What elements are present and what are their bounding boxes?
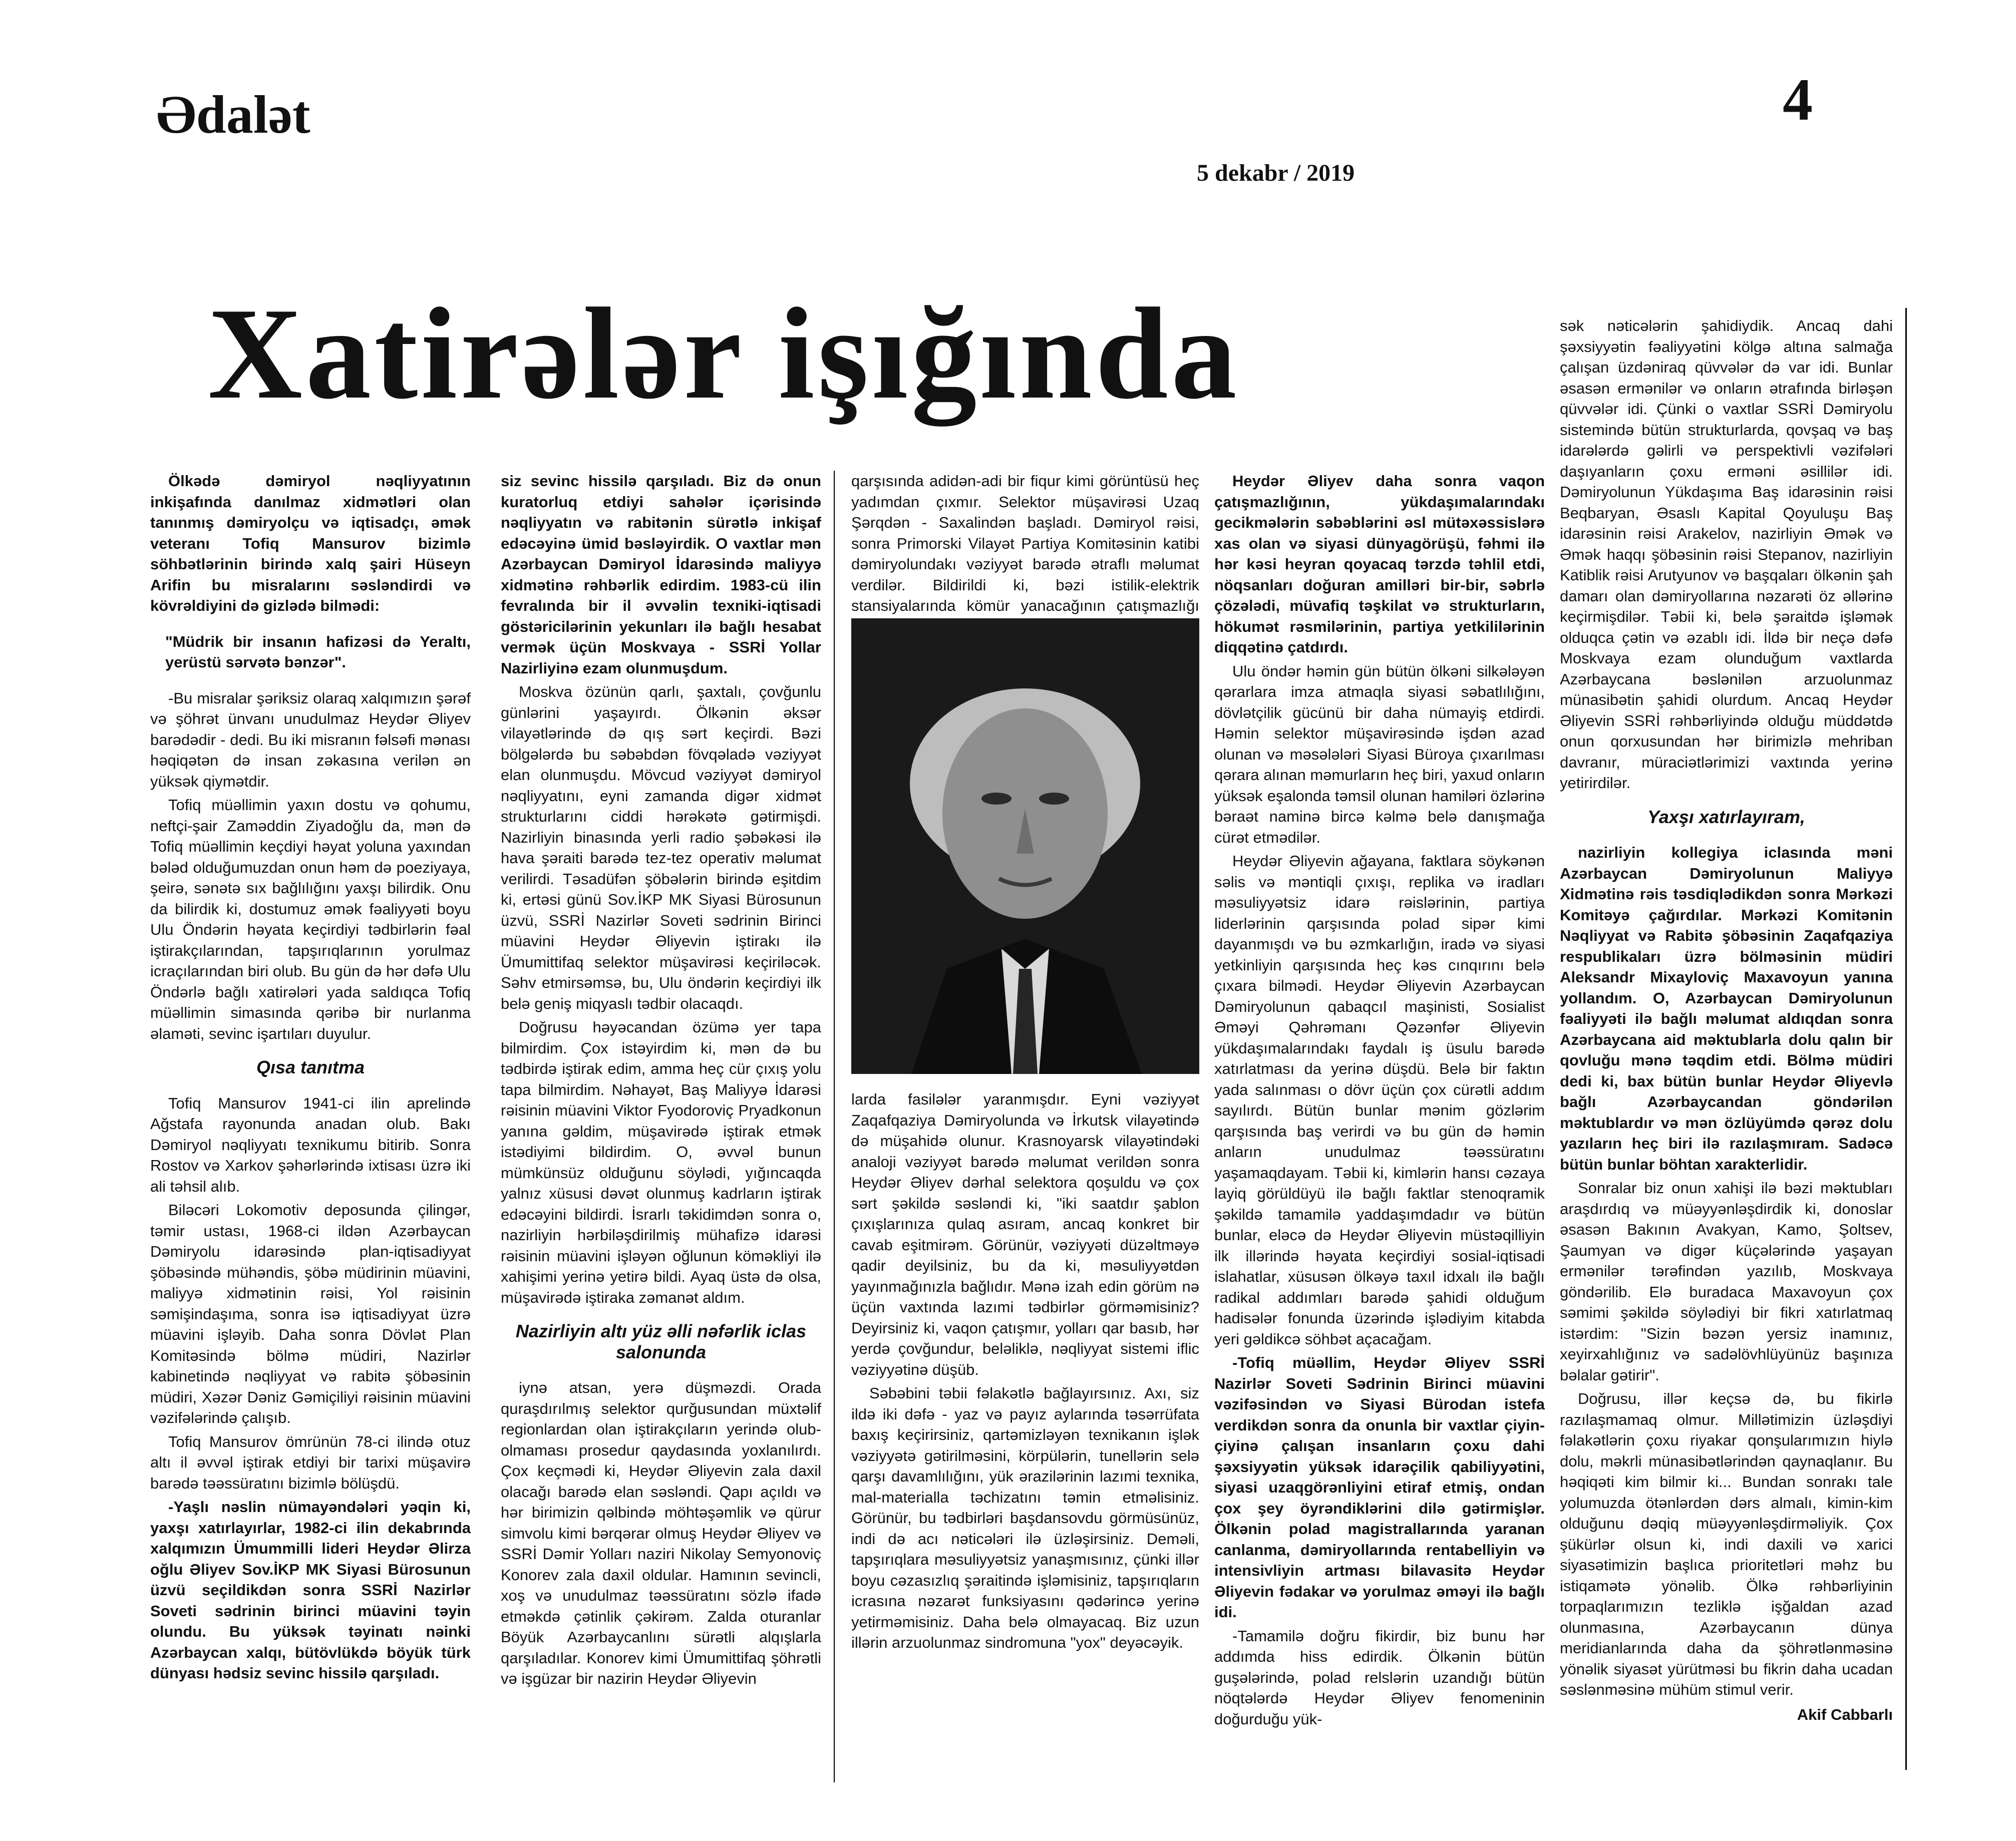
paragraph: Biləcəri Lokomotiv deposunda çilingər, təmir ustası, 1968-ci ildən Azərbaycan Dəmiryolu idarəsində plan-iqtisadiyyat şöbəsində mühəndis, şöbə müdirinin müavini, maliyyə xidmətinin rəisi, Yol rəisinin səmişindaşıma, sonra isə iqtisadiyyat üzrə müavini işləyib. Daha sonra Dövlət Plan Komitəsində bölmə müdiri, Nazirlər kabinetində nəqliyyat və rabitə şöbəsinin müdiri, Xəzər Dəniz Gəmiçiliyi rəisinin müavini vəzifələrində çalışıb. xyxy=(150,1201,471,1426)
subheading-hall: Nazirliyin altı yüz əlli nəfərlik iclas salonunda xyxy=(515,1321,807,1362)
portrait-illustration xyxy=(851,618,1199,1074)
subheading-remember: Yaxşı xatırlayıram, xyxy=(1647,806,1805,827)
paragraph: Ulu öndər həmin gün bütün ölkəni silkələyən qərarlara imza atmaqla siyasi səbatlılığını, dövlətçilik gücünü bir daha nümayiş etdirdi. Həmin selektor müşavirəsində işdən azad olunan və məsələləri Siyasi Büroya çıxarılması qərara alınan məmurların heç biri, yaxud onların yüksək eşalonda təmsil olunan hamiləri özlərinə bəraət naminə bircə kəlmə belə danışmağa cürət etmədilər. xyxy=(1214,662,1545,846)
paragraph: Heydər Əliyevin ağayana, faktlara söykənən səlis və məntiqli çıxışı, replika və iradları məsuliyyətsiz idarə rəislərinin, partiya liderlərinin qarşısında polad sipər kimi dayanmışdı və bu əzmkarlığın, iradə və siyasi yetkinliyin qarşısında heç kəs cınqırını belə çıxara bilmədi. Heydər Əliyevin Azərbaycan Dəmiryolunun qabaqcıl maşinisti, Sosialist Əməyi Qəhrəmanı Qəzənfər Əliyevin yükdaşımalarındakı faydalı iş üsulu barədə xatırlatması da yerinə düşdü. Belə bir faktın yada salınması o dövr üçün çox cürətli addım sayılırdı. Bütün bunlar mənim gözlərim qarşısında baş verirdi və bu gün də həmin anların unudulmaz təəssüratını yaşamaqdayam. Təbii ki, kimlərin hansı cəzaya layiq görüldüyü ilə bağlı faktlar stenoqramik şəkildə tamamilə yaddaşımdadır və bütün bunlar, eləcə də Heydər Əliyevin müstəqilliyin ilk illərində həyata keçirdiyi sosial-iqtisadi islahatlar, xüsusən ölkəyə taxıl idxalı ilə bağlı radikal addımları barədə şahidi olduğum hadisələr fonunda üzərində işlədiyim kitabda yeri gəldikcə söhbət açacağam. xyxy=(1214,852,1545,1348)
paragraph: larda fasilələr yaranmışdır. Eyni vəziyyət Zaqafqaziya Dəmiryolunda və İrkutsk vilayətində də müşahidə olunur. Krasnoyarsk vilayətindəki analoji vəziyyət barədə məlumat verildən sonra Heydər Əliyev dərhal selektora qoşuldu və çox sərt şəkildə səsləndi ki, "iki saatdır şablon çıxışlarınıza qulaq asıram, ancaq konkret bir cavab eşitmirəm. Görünür, vəziyyəti düzəltməyə qadir deyilsiniz, bu da ki, məsuliyyətdən yayınmağınızla bağlıdır. Mənə izah edin görüm nə üçün vaxtında lazımi tədbirlər görməmisiniz? Deyirsiniz ki, vaqon çatışmır, yolları qar basıb, hər yerdə çovğundur, beləliklə, nəqliyyat sistemi iflic vəziyyətinə düşüb. xyxy=(851,1090,1199,1378)
article-column-2 xyxy=(501,471,821,1787)
column-divider xyxy=(834,471,835,1782)
paragraph: Sonralar biz onun xahişi ilə bəzi məktubları araşdırdıq və müəyyənləşdirdik ki, donoslar əsasən Bakının Avakyan, Kamo, Şoltsev, Şaumyan və digər küçələrində yaşayan ermənilər tərəfindən yazılıb, Moskvaya göndərilib. Elə buradaca Maxavoyun çox səmimi şəkildə söylədiyi bir fikri xatırlatmaq istərdim: "Sizin bəzən yersiz inamınız, xeyirxahlığınız və sadəlövhlüyünüz başınıza bəlalar gətirir". xyxy=(1560,1179,1893,1384)
paragraph: Moskva özünün qarlı, şaxtalı, çovğunlu günlərini yaşayırdı. Ölkənin əksər vilayətlərində də qış sərt keçirdi. Bəzi bölgələrdə bu səbəbdən fövqəladə vəziyyət elan olunmuşdu. Mövcud vəziyyət dəmiryol nəqliyyatını, eyni zamanda digər xidmət strukturlarını ciddi hərəkətə gətirmişdi. Nazirliyin binasında yerli radio şəbəkəsi ilə hava şəraiti barədə tez-tez operativ məlumat verilirdi. Təsadüfən şöbələrin birində eşitdim ki, ertəsi günü Sov.İKP MK Siyasi Bürosunun üzvü, SSRİ Nazirlər Soveti sədrinin Birinci müavini Heydər Əliyevin iştirakı ilə Ümumittifaq selektor müşavirəsi keçiriləcək. Səhv etmirsəmsə, bu, Ulu öndərin keçirdiyi ilk belə geniş miqyaslı tədbir olacaqdı. xyxy=(501,683,821,1012)
paragraph-bold: siz sevinc hissilə qarşıladı. Biz də onun kuratorluq etdiyi sahələr içərisində nəqliyyatın və rabitənin sürətlə inkişaf edəcəyinə ümid bəsləyirdik. O vaxtlar mən Azərbaycan Dəmiryol İdarəsində maliyyə xidmətinə rəhbərlik edirdim. 1983-cü ilin fevralında bir il əvvəlin texniki-iqtisadi göstəricilərinin yekunları ilə bağlı hesabat vermək üçün Moskvaya - SSRİ Yollar Nazirliyinə ezam olunmuşdum. xyxy=(501,472,821,677)
article-column-5 xyxy=(1560,315,1893,1792)
paragraph: -Tamamilə doğru fikirdir, biz bunu hər addımda hiss edirdik. Ölkənin bütün guşələrində, polad relslərin uzandığı bütün nöqtələrdə Heydər Əliyev fenomeninin doğurduğu yük- xyxy=(1214,1627,1545,1728)
article-headline: Xatirələr işığında xyxy=(208,281,1240,426)
paragraph: Tofiq Mansurov 1941-ci ilin aprelində Ağstafa rayonunda anadan olub. Bakı Dəmiryol nəqliyyatı texnikumu bitirib. Sonra Rostov və Xarkov şəhərlərində ixtisası üzrə iki ali təhsil alıb. xyxy=(150,1094,471,1195)
subheading-short-intro: Qısa tanıtma xyxy=(256,1057,365,1077)
paragraph: sək nəticələrin şahidiydik. Ancaq dahi şəxsiyyətin fəaliyyətini kölgə altına salmağa çalışan üzdəniraq qüvvələr də var idi. Bunlar əsasən ermənilər və onların ətrafında birləşən qüvvələr idi. Çünki o vaxtlar SSRİ Dəmiryolu sistemində bütün strukturlarda, qovşaq və baş idarələrdə gəlirli və perspektivli vəzifələri daşıyanların çoxu erməni əsillilər idi. Dəmiryolunun Yükdaşıma Baş idarəsinin rəisi Beqbaryan, Əsaslı Kapital Qoyuluşu Baş idarəsinin rəisi Arakelov, nazirliyin Əmək və Əmək haqqı şöbəsinin rəisi Stepanov, nazirliyin Katiblik rəisi Arutyunov və başqaları ölkənin şah damarı olan dəmiryollarına nəzarəti öz əllərinə keçirmişdilər. Təbii ki, belə şəraitdə işləmək olduqca çətin və əzablı idi. İldə bir neçə dəfə Moskvaya ezam olunduğum vaxtlarda Azərbaycana bəslənilən arzuolunmaz münasibətin şahidi olurdum. Ancaq Heydər Əliyevin SSRİ rəhbərliyində olduğu müddətdə onun qorxusundan hər birimizlə mehriban davranır, müraciətlərimizi vaxtında yerinə yetirirdilər. xyxy=(1560,317,1893,792)
paragraph: Tofiq Mansurov ömrünün 78-ci ilində otuz altı il əvvəl iştirak etdiyi bir tarixi müşavirə barədə təəssüratını bizimlə bölüşdü. xyxy=(150,1432,471,1492)
page-number: 4 xyxy=(1783,66,1813,133)
paragraph-bold: -Yaşlı nəslin nümayəndələri yəqin ki, yaxşı xatırlayırlar, 1982-ci ilin dekabrında xalqımızın Ümummilli lideri Heydər Əlirza oğlu Əliyev Sov.İKP MK Siyasi Bürosunun üzvü seçildikdən sonra SSRİ Nazirlər Soveti sədrinin birinci müavini təyin olundu. Bu yüksək təyinatı nəinki Azərbaycan xalqı, bütövlükdə böyük türk dünyası hədsiz sevinc hissilə qarşıladı. xyxy=(150,1498,471,1682)
author-signature: Akif Cabbarlı xyxy=(1797,1705,1893,1723)
issue-date: 5 dekabr / 2019 xyxy=(1197,160,1355,186)
paragraph: Tofiq müəllimin yaxın dostu və qohumu, neftçi-şair Zaməddin Ziyadoğlu da, mən də Tofiq müəllimin keçdiyi həyat yoluna yaxından bələd olduğumuzdan onun həm də poeziyaya, şeirə, sənətə sıx bağlılığını yaxşı bilirdik. Onu da bilirdik ki, dostumuz əmək fəaliyyəti boyu Ulu Öndərin həyata keçirdiyi tədbirlərin fəal iştirakçılarından, tapşırıqlarının yorulmaz icraçılarından biri olub. Bu gün də hər dəfə Ulu Öndərlə bağlı xatirələri yada saldıqca Tofiq müəllimin simasında qəribə bir nurlanma əlaməti, sevinc işartıları duyulur. xyxy=(150,796,471,1042)
interview-question: -Tofiq müəllim, Heydər Əliyev SSRİ Nazirlər Soveti Sədrinin Birinci müavini vəzifəsindən və Siyasi Bürodan istefa verdikdən sonra da onunla bir vaxtlar çiyin-çiyinə çalışan insanların çoxu dahi şəxsiyyətin yüksək idarəçilik qabiliyyətini, siyasi uzaqgörənliyini etiraf etmiş, ondan çox şey öyrəndiklərini dilə gətirmişlər. Ölkənin polad magistrallarında yaranan canlanma, dəmiryollarında rentabelliyin və intensivliyin artması bilavasitə Heydər Əliyevin fədakar və yorulmaz əməyi ilə bağlı idi. xyxy=(1214,1354,1545,1621)
article-column-3-bottom xyxy=(851,1089,1199,1787)
column-divider xyxy=(1905,308,1907,1770)
paragraph: Səbəbini təbii fəlakətlə bağlayırsınız. Axı, siz ildə iki dəfə - yaz və payız aylarında təsərrüfata baxış keçirirsiniz, qartəmizləyən texnikanın işlək vəziyyətə gətirilməsini, körpülərin, tunellərin selə qarşı davamlılığını, yük ərazilərinin lazımi texnika, mal-materialla təchizatını təmin etməlisiniz. Görünür, bu tədbirləri başdansovdu görmüsünüz, indi də acı nəticələri ilə üzləşirsiniz. Deməli, tapşırıqlara məsuliyyətsiz yanaşmısınız, çünki illər boyu cəzasızlıq şəraitində işləmisiniz, tapşırıqların icrasına nəzarət funksiyasını qədərincə yerinə yetirməmisiniz. Daha belə olmayacaq. Biz uzun illərin arzuolunmaz sindromuna "yox" deyəcəyik. xyxy=(851,1384,1199,1651)
article-intro: Ölkədə dəmiryol nəqliyyatının inkişafında danılmaz xidmətləri olan tanınmış dəmiryolçu və iqtisadçı, əmək veteranı Tofiq Mansurov bizimlə söhbətlərinin birində xalq şairi Hüseyn Arifin bu misralarını səsləndirdi və kövrəldiyini də gizlədə bilmədi: xyxy=(150,472,471,614)
newspaper-masthead: Ədalət xyxy=(156,85,310,145)
article-column-1 xyxy=(150,471,471,1787)
paragraph: -Bu misralar şəriksiz olaraq xalqımızın şərəf və şöhrət ünvanı unudulmaz Heydər Əliyev barədədir - dedi. Bu iki misranın fəlsəfi mənası həqiqətən də insan zəkasına verilən ən yüksək qiymətdir. xyxy=(150,689,471,790)
paragraph: qarşısında adidən-adi bir fiqur kimi görüntüsü heç yadımdan çıxmır. Selektor müşavirəsi Uzaq Şərqdən - Saxalindən başladı. Dəmiryol rəisi, sonra Primorski Vilayət Partiya Komitəsinin katibi dəmiryolundakı vəziyyət barədə ətraflı məlumat verdilər. Bildirildi ki, bəzi istilik-elektrik stansiyalarında kömür yanacağının çatışmazlığı xyxy=(851,472,1199,614)
article-column-4 xyxy=(1214,471,1545,1787)
poem-quote: "Müdrik bir insanın hafizəsi də Yeraltı, yerüstü sərvətə bənzər". xyxy=(165,632,471,671)
paragraph-bold: nazirliyin kollegiya iclasında məni Azərbaycan Dəmiryolunun Maliyyə Xidmətinə rəis təsdiqlədikdən sonra Mərkəzi Komitəyə çağırdılar. Mərkəzi Komitənin Nəqliyyat və Rabitə şöbəsinin Zaqafqaziya respublikaları üzrə bölməsinin müdiri Aleksandr Mixayloviç Maxavoyun yanına yollandım. O, Azərbaycan Dəmiryolunun fəaliyyəti ilə bağlı məlumat aldıqdan sonra Azərbaycana aid məktublarla dolu qalın bir qovluğu mənə təqdim etdi. Bölmə müdiri dedi ki, bax bütün bunlar Heydər Əliyevlə bağlı Azərbaycandan göndərilən məktublardır və mən özlüyümdə qərəz dolu yazıların heç biri ilə razılaşmıram. Sadəcə bütün bunlar böhtan xarakterlidir. xyxy=(1560,844,1893,1173)
article-column-3-top xyxy=(851,471,1199,616)
paragraph-bold: Heydər Əliyev daha sonra vaqon çatışmazlığının, yükdaşımalarındakı gecikmələrin səbəblərini əsl mütəxəssislərə xas olan və siyasi dünyagörüşü, fəhmi ilə hər kəsi heyran qoyacaq tərzdə təhlil etdi, nöqsanları doğuran amilləri bir-bir, səbrlə çözələdi, müvafiq təşkilat və strukturların, hökumət rəsmilərinin, partiya yetkililərinin diqqətinə çatdırdı. xyxy=(1214,472,1545,656)
portrait-photo xyxy=(851,618,1199,1074)
paragraph: Doğrusu həyəcandan özümə yer tapa bilmirdim. Çox istəyirdim ki, mən də bu tədbirdə iştirak edim, amma heç cür çıxış yolu tapa bilmirdim. Nəhayət, Baş Maliyyə İdarəsi rəisinin müavini Viktor Fyodoroviç Pryadkonun yanına gəldim, müşavirədə iştirak etmək istədiyimi bildirdim. O, əvvəl bunun mümkünsüz olduğunu söylədi, yığıncaqda yalnız xüsusi dəvət olunmuş kadrların iştirak edəcəyini bildirdi. İsrarlı təkidimdən sonra o, nazirliyin hərbiləşdirilmiş mühafizə idarəsi rəisinin müavini işləyən oğlunun köməkliyi ilə xahişimi yerinə yetirə bildi. Ayaq üstə də olsa, müşavirədə iştiraka zəmanət aldım. xyxy=(501,1018,821,1306)
paragraph: iynə atsan, yerə düşməzdi. Orada quraşdırılmış selektor qurğusundan müxtəlif regionlardan olan iştirakçıların yerində olub-olmaması prosedur qaydasında yoxlanılırdı. Çox keçmədi ki, Heydər Əliyevin zala daxil olacağı barədə elan səsləndi. Qapı açıldı və hər birimizin qəlbində möhtəşəmlik və qürur simvolu kimi bərqərar olmuş Heydər Əliyev və SSRİ Dəmir Yolları naziri Nikolay Semyonoviç Konorev zala daxil oldular. Hamının sevincli, xoş və unudulmaz təəssüratını sözlə ifadə etməkdə çətinlik çəkirəm. Zalda oturanlar Böyük Azərbaycanlını sürətli alqışlarla qarşıladılar. Konorev kimi Ümumittifaq şöhrətli və işgüzar bir nazirin Heydər Əliyevin xyxy=(501,1379,821,1687)
paragraph: Doğrusu, illər keçsə də, bu fikirlə razılaşmamaq olmur. Millətimizin üzləşdiyi fəlakətlərin çoxu riyakar qonşularımızın hiylə dolu, məkrli münasibətlərindən qaynaqlanır. Bu həqiqəti kim bilmir ki... Bundan sonrakı tale yolumuzda ötənlərdən dərs almalı, kimin-kim olduğunu dəqiq müəyyənləşdirməliyik. Çox şükürlər olsun ki, indi daxili və xarici siyasətimizin başlıca prioritetləri məhz bu istiqamətə yönəlib. Ölkə rəhbərliyinin torpaqlarımızın tezliklə işğaldan azad olunmasına, Azərbaycanın dünya meridianlarında daha da şöhrətlənməsinə yönəlik siyasət yürütməsi bu fikrin daha ucadan səslənməsinə mühüm stimul verir. xyxy=(1560,1390,1893,1698)
